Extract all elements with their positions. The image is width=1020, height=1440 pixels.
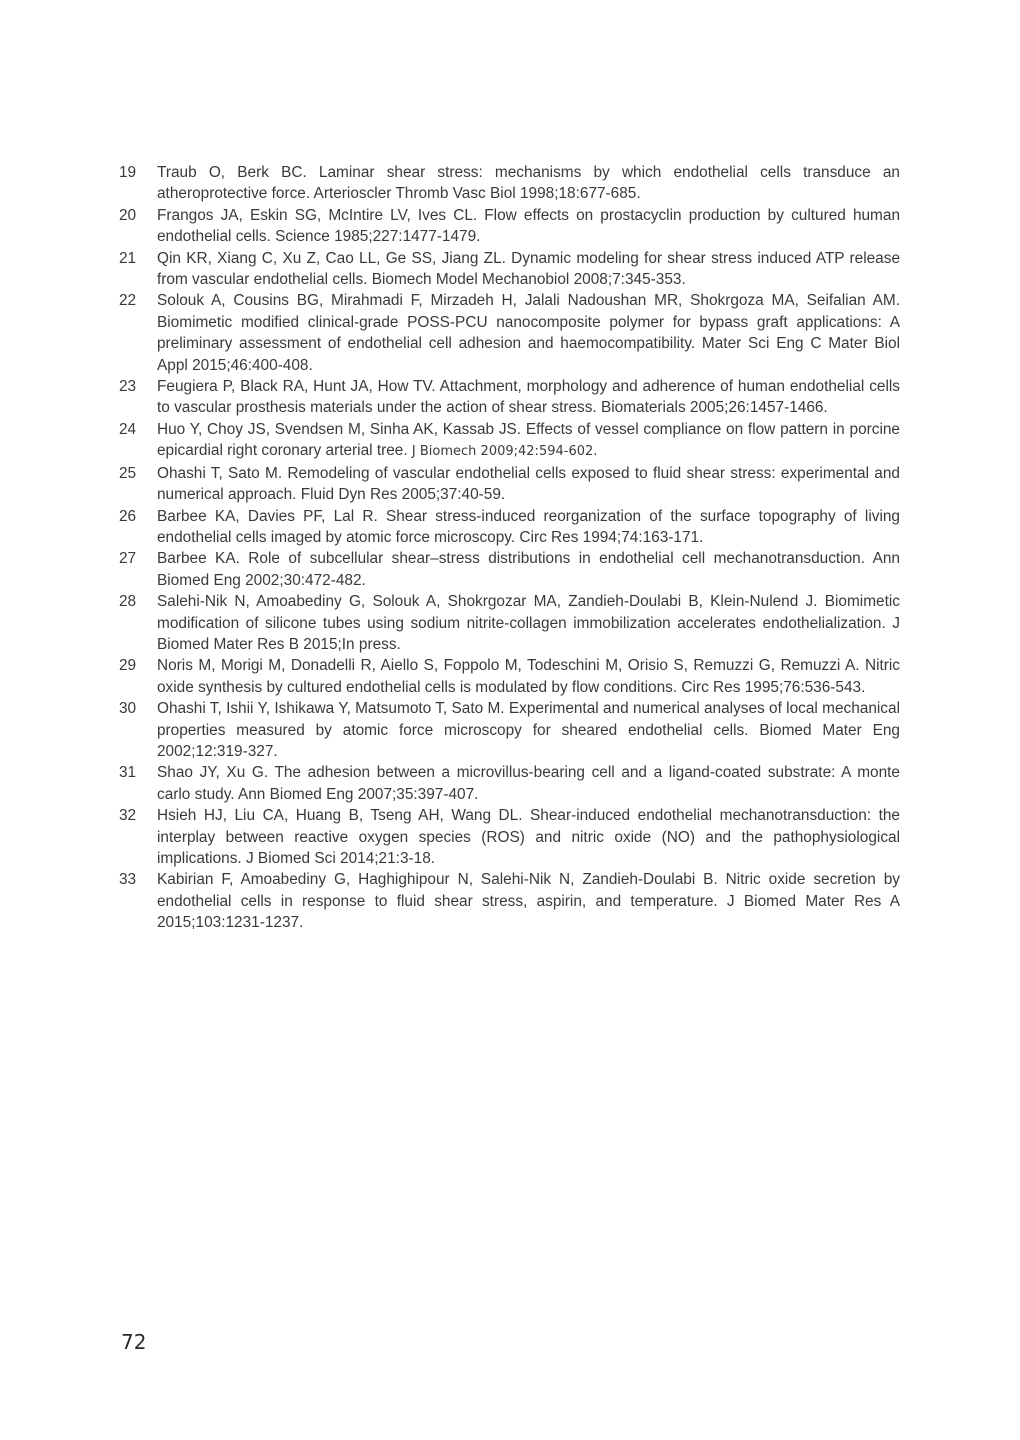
reference-text: Noris M, Morigi M, Donadelli R, Aiello S, Foppolo M, Todeschini M, Orisio S, Remuzzi G, Remuzzi A. Nitric oxide synthesis by cultured endothelial cells is modulated by flow conditions. Circ Res 1995;76:536-543. [157,657,900,696]
reference-30 [119,698,900,762]
reference-number: 19 [119,164,137,181]
reference-text-main: Huo Y, Choy JS, Svendsen M, Sinha AK, Kassab JS. Effects of vessel compliance on flow pattern in porcine epicardial right coronary arterial tree. [157,420,900,460]
reference-32 [119,805,900,869]
reference-33 [119,869,900,933]
reference-text: Ohashi T, Sato M. Remodeling of vascular endothelial cells exposed to fluid shear stress: experimental and numerical approach. Fluid Dyn Res 2005;37:40-59. [157,464,900,504]
reference-text: Kabirian F, Amoabediny G, Haghighipour N, Salehi-Nik N, Zandieh-Doulabi B. Nitric oxide secretion by endothelial cells in response to fluid shear stress, aspirin, and temperature. J Biomed Mater Res A 2015;103:1231-1237. [157,871,900,932]
reference-text-tail: J Biomech 2009;42:594-602. [411,444,598,460]
reference-number: 22 [119,292,137,310]
reference-number: 23 [119,378,137,396]
reference-number: 32 [119,807,137,825]
reference-number: 31 [119,764,137,782]
reference-26 [119,506,900,549]
reference-29 [119,655,900,698]
reference-text: Traub O, Berk BC. Laminar shear stress: mechanisms by which endothelial cells transduce an atheroprotective force. Arterioscler Thromb Vasc Biol 1998;18:677-685. [157,164,900,203]
reference-text: Barbee KA, Davies PF, Lal R. Shear stress-induced reorganization of the surface topography of living endothelial cells imaged by atomic force microscopy. Circ Res 1994;74:163-171. [157,507,900,546]
reference-22 [119,290,900,376]
reference-27 [119,548,900,591]
reference-21 [119,248,900,291]
reference-number: 29 [119,657,137,675]
reference-text: Salehi-Nik N, Amoabediny G, Solouk A, Shokrgozar MA, Zandieh-Doulabi B, Klein-Nulend J. Biomimetic modification of silicone tubes using sodium nitrite-collagen immobilization accelerates endothelialization. J Biomed Mater Res B 2015;In press. [157,593,900,653]
reference-text: Hsieh HJ, Liu CA, Huang B, Tseng AH, Wang DL. Shear-induced endothelial mechanotransduction: the interplay between reactive oxygen species (ROS) and nitric oxide (NO) and the pathophysiological implications. J Biomed Sci 2014;21:3-18. [157,807,900,867]
reference-text [157,419,900,463]
reference-number: 25 [119,464,137,482]
reference-number: 21 [119,249,137,267]
reference-list [119,162,900,934]
reference-number: 27 [119,550,137,568]
reference-24 [119,419,900,463]
reference-number: 26 [119,507,137,525]
reference-text: Feugiera P, Black RA, Hunt JA, How TV. Attachment, morphology and adherence of human endothelial cells to vascular prosthesis materials under the action of shear stress. Biomaterials 2005;26:1457-1466. [157,378,900,417]
reference-20 [119,205,900,248]
reference-number: 24 [119,420,137,438]
reference-31 [119,762,900,805]
reference-23 [119,376,900,419]
reference-25 [119,463,900,506]
reference-text: Qin KR, Xiang C, Xu Z, Cao LL, Ge SS, Jiang ZL. Dynamic modeling for shear stress induced ATP release from vascular endothelial cells. Biomech Model Mechanobiol 2008;7:345-353. [157,249,900,289]
reference-text: Frangos JA, Eskin SG, McIntire LV, Ives CL. Flow effects on prostacyclin production by cultured human endothelial cells. Science 1985;227:1477-1479. [157,206,900,246]
reference-text: Ohashi T, Ishii Y, Ishikawa Y, Matsumoto T, Sato M. Experimental and numerical analyses of local mechanical properties measured by atomic force microscopy for sheared endothelial cells. Biomed Mater Eng 2002;12:319-327. [157,700,900,760]
reference-number: 20 [119,206,137,224]
reference-text: Solouk A, Cousins BG, Mirahmadi F, Mirzadeh H, Jalali Nadoushan MR, Shokrgoza MA, Seifalian AM. Biomimetic modified clinical-grade POSS-PCU nanocomposite polymer for bypass graft applications: A preliminary assessment of endothelial cell adhesion and haemocompatibility. Mater Sci Eng C Mater Biol Appl 2015;46:400-408. [157,292,900,374]
reference-text: Barbee KA. Role of subcellular shear–stress distributions in endothelial cell mechanotransduction. Ann Biomed Eng 2002;30:472-482. [157,550,900,589]
reference-number: 30 [119,700,137,718]
page-number: 72 [121,1330,147,1354]
reference-number: 33 [119,871,137,889]
reference-text: Shao JY, Xu G. The adhesion between a microvillus-bearing cell and a ligand-coated substrate: A monte carlo study. Ann Biomed Eng 2007;35:397-407. [157,764,900,803]
reference-number: 28 [119,593,137,611]
reference-28 [119,591,900,655]
reference-19 [119,162,900,205]
